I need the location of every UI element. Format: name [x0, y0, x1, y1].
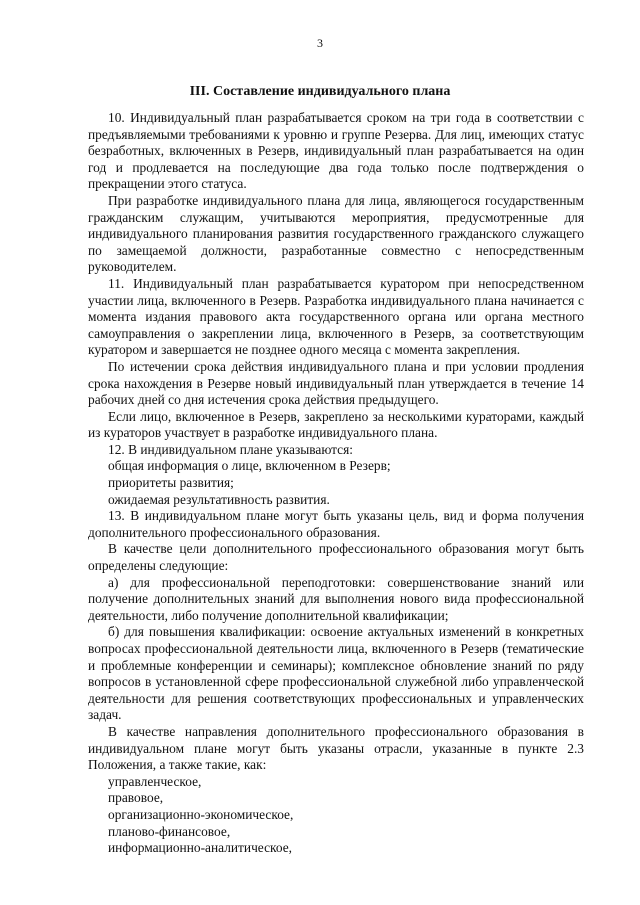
paragraph: 10. Индивидуальный план разрабатывается сроком на три года в соответствии с предъявляемыми требованиями к уровню и группе Резерва. Для лиц, имеющих статус безработных, включенных в Резерв, индивидуальный план разрабатывается на один год и продлевается на последующие два года только после подтверждения о прекращении этого статуса. [88, 110, 584, 192]
list-item: информационно-аналитическое, [108, 840, 293, 856]
paragraph: 11. Индивидуальный план разрабатывается куратором при непосредственном участии лица, включенного в Резерв. Разработка индивидуального плана начинается с момента издания правового акта государственного органа или органа местного самоуправления о закреплении лица, включенного в Резерв, за соответствующим куратором и завершается не позднее одного месяца с момента закрепления. [88, 275, 584, 358]
paragraph: 13. В индивидуальном плане могут быть указаны цель, вид и форма получения дополнительного профессионального образования. [88, 508, 584, 540]
list-item: общая информация о лице, включенном в Резерв; [108, 458, 391, 474]
list-item: организационно-экономическое, [108, 806, 294, 822]
paragraph: В качестве направления дополнительного профессионального образования в индивидуальном плане могут быть указаны отрасли, указанные в пункте 2.3 Положения, а также такие, как: [88, 723, 584, 773]
paragraph: При разработке индивидуального плана для лица, являющегося государственным гражданским служащим, учитываются мероприятия, предусмотренные для индивидуального планирования развития государственного гражданского служащего по замещаемой должности, разработанные совместно с непосредственным руководителем. [88, 192, 584, 275]
list-item: планово-финансовое, [108, 823, 231, 839]
paragraph: Если лицо, включенное в Резерв, закреплено за несколькими кураторами, каждый из кураторов участвует в разработке индивидуального плана. [88, 408, 584, 441]
document-body [88, 110, 584, 857]
page-number: 3 [317, 36, 323, 50]
paragraph: 12. В индивидуальном плане указываются: [108, 441, 354, 457]
list-item: б) для повышения квалификации: освоение актуальных изменений в конкретных вопросах профессиональной деятельности лица, включенного в Резерв (тематические и проблемные конференции и семинары); комплексное обновление знаний по ряду вопросов в установленной сфере профессиональной служебной либо управленческой деятельности для решения соответствующих профессиональных и управленческих задач. [88, 624, 584, 723]
list-item: управленческое, [108, 773, 202, 789]
paragraph: В качестве цели дополнительного профессионального образования могут быть определены следующие: [88, 541, 584, 574]
section-title: III. Составление индивидуального плана [189, 84, 451, 99]
list-item: приоритеты развития; [108, 475, 234, 491]
list-item: ожидаемая результативность развития. [108, 491, 330, 507]
paragraph: По истечении срока действия индивидуального плана и при условии продления срока нахождения в Резерве новый индивидуальный план утверждается в течение 14 рабочих дней со дня истечения срока действия предыдущего. [88, 358, 584, 408]
list-item: а) для профессиональной переподготовки: совершенствование знаний или получение дополнительных знаний для выполнения нового вида профессиональной деятельности, либо получение дополнительной квалификации; [88, 574, 584, 623]
list-item: правовое, [108, 790, 164, 806]
